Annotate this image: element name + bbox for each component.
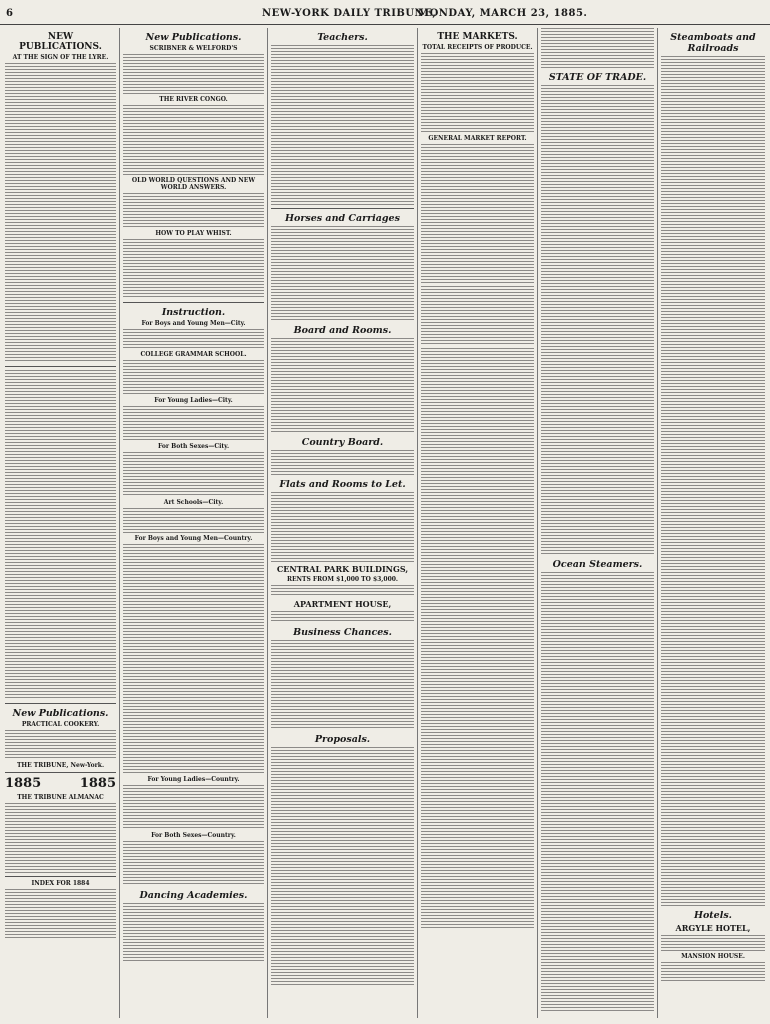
ad-text (123, 239, 264, 299)
ad-text (271, 747, 414, 987)
section-heading: Board and Rooms. (293, 325, 392, 336)
ad-text (271, 640, 414, 730)
ad-text (123, 785, 264, 830)
column-6 (658, 28, 768, 1018)
divider (5, 772, 116, 773)
section-heading: Instruction. (161, 307, 226, 318)
section-heading: Teachers. (317, 32, 368, 43)
divider (123, 302, 264, 303)
market-text (541, 28, 654, 68)
section-heading: Ocean Steamers. (552, 559, 643, 570)
subsection-heading: TOTAL RECEIPTS OF PRODUCE. (422, 44, 533, 51)
section-heading: Dancing Academies. (139, 890, 248, 901)
ad-text (123, 508, 264, 533)
article-title: AT THE SIGN OF THE LYRE. (12, 54, 109, 61)
ad-text (271, 45, 414, 205)
section-heading: Business Chances. (293, 627, 392, 638)
ad-title: SCRIBNER & WELFORD'S (149, 45, 238, 52)
ad-text (271, 450, 414, 475)
produce-table (421, 53, 534, 133)
divider (5, 703, 116, 704)
subsection-heading: For Boys and Young Men—City. (141, 320, 246, 327)
subsection-heading: For Both Sexes—Country. (151, 832, 236, 839)
ad-text (123, 360, 264, 395)
ad-text (5, 803, 116, 873)
ad-text (5, 730, 116, 760)
almanac-title: THE TRIBUNE ALMANAC (17, 794, 104, 801)
column-1 (2, 28, 120, 1018)
ad-publisher: THE TRIBUNE, New-York. (16, 762, 105, 769)
section-heading: NEW PUBLICATIONS. (19, 32, 102, 52)
ad-text (123, 105, 264, 175)
newspaper-title: NEW-YORK DAILY TRIBUNE, (262, 8, 437, 19)
section-heading: Proposals. (314, 734, 371, 745)
ad-text (123, 841, 264, 886)
almanac-year-row (5, 776, 116, 791)
ad-text (661, 962, 765, 982)
ad-title: HOW TO PLAY WHIST. (155, 230, 232, 237)
ad-title: OLD WORLD QUESTIONS AND NEW WORLD ANSWERS. (131, 177, 256, 191)
subsection-heading: For Young Ladies—City. (154, 397, 233, 404)
ad-text (271, 585, 414, 597)
market-text (421, 348, 534, 928)
trade-text (541, 85, 654, 555)
section-heading: Steamboats and Railroads (670, 32, 756, 54)
section-heading: STATE OF TRADE. (548, 72, 647, 83)
section-heading: Flats and Rooms to Let. (279, 479, 406, 490)
ad-text (123, 193, 264, 228)
divider (5, 876, 116, 877)
section-heading: New Publications. (145, 32, 242, 43)
index-title: INDEX FOR 1884 (31, 880, 90, 887)
ad-title: COLLEGE GRAMMAR SCHOOL. (140, 351, 247, 358)
ad-text (123, 406, 264, 441)
subsection-heading: For Young Ladies—Country. (147, 776, 240, 783)
market-table (421, 286, 534, 346)
page-number: 6 (6, 8, 14, 19)
almanac-year-right: 1885 (79, 776, 116, 791)
ad-headline: CENTRAL PARK BUILDINGS, (276, 564, 409, 574)
ad-title: THE RIVER CONGO. (159, 96, 228, 103)
poem-text (5, 370, 116, 700)
ad-text (123, 544, 264, 774)
ad-headline: ARGYLE HOTEL, (675, 923, 751, 933)
market-text (421, 144, 534, 284)
ad-headline: APARTMENT HOUSE, (293, 599, 392, 609)
article-text (5, 63, 116, 363)
ad-text (123, 903, 264, 963)
almanac-year-left: 1885 (5, 776, 42, 791)
divider (271, 208, 414, 209)
ad-text (271, 492, 414, 562)
ad-title: MANSION HOUSE. (681, 953, 745, 960)
ad-text (661, 935, 765, 951)
ad-text (123, 452, 264, 497)
section-heading: Horses and Carriages (285, 213, 400, 224)
column-3 (268, 28, 418, 1018)
ad-text (123, 54, 264, 94)
subsection-heading: For Boys and Young Men—Country. (134, 535, 253, 542)
ad-subheadline: RENTS FROM $1,000 TO $3,000. (286, 576, 399, 583)
ad-title: PRACTICAL COOKERY. (21, 721, 100, 728)
steamer-ads (541, 572, 654, 1012)
ad-text (271, 226, 414, 321)
ad-text (123, 329, 264, 349)
issue-date: MONDAY, MARCH 23, 1885. (418, 8, 588, 19)
column-2 (120, 28, 268, 1018)
column-5 (538, 28, 658, 1018)
section-heading: Country Board. (301, 437, 384, 448)
divider (5, 366, 116, 367)
ad-text (5, 889, 116, 939)
section-heading: THE MARKETS. (437, 32, 518, 42)
subsection-heading: For Both Sexes—City. (157, 443, 230, 450)
railroad-ads (661, 56, 765, 906)
subsection-heading: Art Schools—City. (163, 499, 224, 506)
ad-text (271, 338, 414, 433)
subsection-heading: GENERAL MARKET REPORT. (428, 135, 527, 142)
section-heading: New Publications. (12, 708, 109, 719)
ad-text (271, 611, 414, 623)
column-4 (418, 28, 538, 1018)
masthead (0, 6, 770, 25)
section-heading: Hotels. (693, 910, 732, 921)
